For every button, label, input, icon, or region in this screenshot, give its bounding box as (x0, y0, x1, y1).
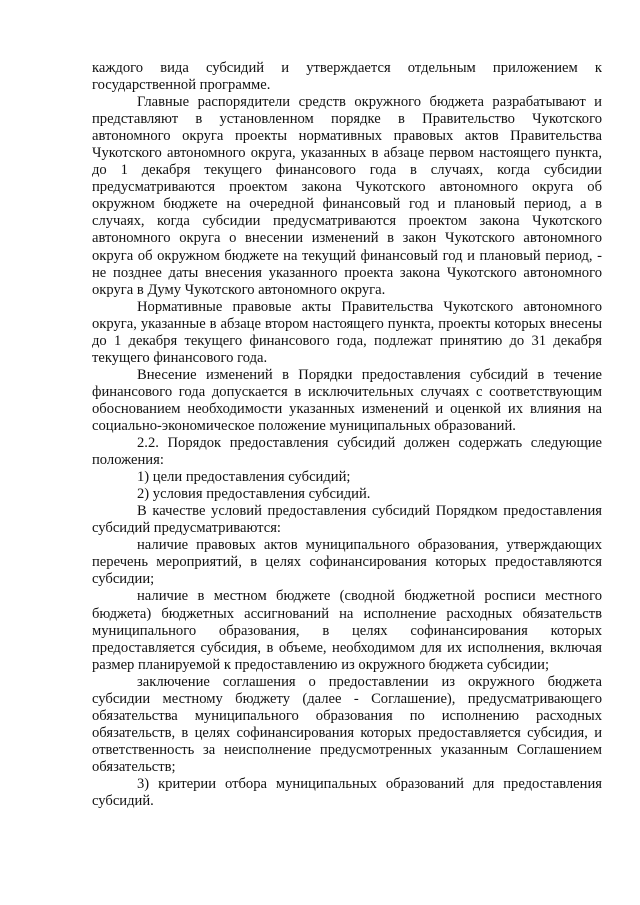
condition-item: заключение соглашения о предоставлении из окружного бюджета субсидии местному бюджету (далее - Соглашение), предусматривающего обязательства муниципального образования по исполнению расходных обязательств, в целях софинансирования которых предоставляется субсидия, и ответственность за неисполнение предусмотренных указанным Соглашением обязательств; (92, 673, 602, 775)
condition-item: наличие правовых актов муниципального образования, утверждающих перечень мероприятий, в целях софинансирования которых предоставляются субсидии; (92, 537, 602, 588)
paragraph: каждого вида субсидий и утверждается отдельным приложением к государственной программе. (92, 60, 602, 94)
list-item: 1) цели предоставления субсидий; (137, 469, 351, 486)
condition-item: наличие в местном бюджете (сводной бюджетной росписи местного бюджета) бюджетных ассигнований на исполнение расходных обязательств муниципального образования, в целях софинансирования которых предоставляется субсидия, в объеме, необходимом для их исполнения, включая размер планируемой к предоставлению из окружного бюджета субсидии; (92, 588, 602, 673)
paragraph: Внесение изменений в Порядки предоставления субсидий в течение финансового года допускается в исключительных случаях с соответствующим обоснованием необходимости указанных изменений и оценкой их влияния на социально-экономическое положение муниципальных образований. (92, 366, 602, 434)
paragraph: Главные распорядители средств окружного бюджета разрабатывают и представляют в установленном порядке в Правительство Чукотского автономного округа проекты нормативных правовых актов Правительства Чукотского автономного округа, указанных в абзаце первом настоящего пункта, до 1 декабря текущего финансового года в случаях, когда субсидии предусматриваются проектом закона Чукотского автономного округа об окружном бюджете на очередной финансовый год и плановый период, а в случаях, когда субсидии предусматриваются проектом закона Чукотского автономного округа о внесении изменений в закон Чукотского автономного округа об окружном бюджете на текущий финансовый год и плановый период, - не позднее даты внесения указанного проекта закона Чукотского автономного округа в Думу Чукотского автономного округа. (92, 94, 602, 298)
section-paragraph: 2.2. Порядок предоставления субсидий должен содержать следующие положения: (92, 435, 602, 469)
list-item: 3) критерии отбора муниципальных образований для предоставления субсидий. (92, 775, 602, 810)
paragraph: Нормативные правовые акты Правительства Чукотского автономного округа, указанные в абзаце втором настоящего пункта, проекты которых внесены до 1 декабря текущего финансового года, подлежат принятию до 31 декабря текущего финансового года. (92, 298, 602, 366)
document-page (92, 60, 602, 810)
list-item: 2) условия предоставления субсидий. (137, 486, 371, 503)
paragraph: В качестве условий предоставления субсидий Порядком предоставления субсидий предусматриваются: (92, 503, 602, 537)
